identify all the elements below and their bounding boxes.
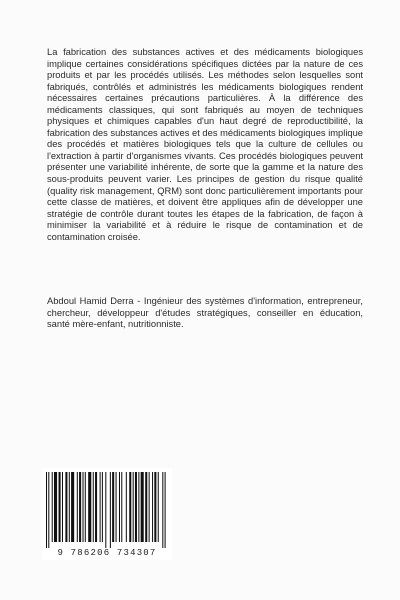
barcode-bar — [129, 472, 131, 542]
barcode-bar — [54, 472, 57, 542]
barcode-bar — [158, 472, 159, 542]
barcode-bar — [52, 472, 53, 542]
barcode-bar — [59, 472, 61, 542]
barcode-bar — [62, 472, 63, 542]
barcode-bar — [149, 472, 150, 542]
barcode-bars — [46, 472, 168, 548]
barcode-bar — [102, 472, 103, 542]
barcode-bar — [100, 472, 101, 542]
barcode-bar — [154, 472, 156, 542]
barcode-bar — [165, 472, 166, 548]
barcode-bar — [69, 472, 70, 542]
barcode-bar — [85, 472, 86, 542]
barcode-bar — [141, 472, 144, 542]
book-summary: La fabrication des substances actives et des médicaments biologiques implique certaines considérations spécifiques dictées par la nature de ces produits et par les procédés utilisés. Les méthodes selon lesquelles sont fabriqués, contrôlés et administrés les médicaments biologiques rendent nécessaires certaines précautions particulières. À la différence des médicaments classiques, qui sont fabriqués au moyen de techniques physiques et chimiques capables d'un haut degré de reproductibilité, la fabrication des substances actives et des médicaments biologiques implique des procédés et matières biologiques tels que la culture de cellules ou l'extraction à partir d'organismes vivants. Ces procédés biologiques peuvent présenter une variabilité inhérente, de sorte que la gamme et la nature des sous-produits peuvent varier. Les principes de gestion du risque qualité (quality risk management, QRM) sont donc particulièrement importants pour cette classe de matières, et doivent être appliques afin de développer une stratégie de contrôle durant toutes les étapes de la fabrication, de façon à minimiser la variabilité et à réduire le risque de contamination et de contamination croisée. — [47, 47, 363, 242]
barcode-bar — [110, 472, 111, 548]
barcode-bar — [119, 472, 120, 542]
author-bio: Abdoul Hamid Derra - Ingénieur des systèmes d'information, entrepreneur, chercheur, développeur d'études stratégiques, conseiller en éducation, santé mère-enfant, nutritionniste. — [47, 296, 363, 330]
barcode-bar — [105, 472, 106, 548]
barcode-bar — [46, 472, 47, 548]
barcode-bar — [48, 472, 49, 548]
barcode-bar — [133, 472, 134, 542]
barcode-bar — [138, 472, 139, 542]
barcode-bar — [77, 472, 78, 542]
barcode-bar — [93, 472, 94, 542]
barcode-bar — [162, 472, 163, 548]
barcode-bar — [112, 472, 114, 542]
barcode-bar — [79, 472, 81, 542]
barcode-bar — [152, 472, 153, 542]
barcode-bar — [71, 472, 74, 542]
barcode-bar — [116, 472, 117, 542]
isbn-barcode — [42, 468, 172, 560]
isbn-number: 9 786206 734307 — [57, 548, 157, 558]
barcode-bar — [65, 472, 67, 542]
barcode-bar — [135, 472, 137, 542]
barcode-bar — [121, 472, 122, 542]
barcode-bar — [95, 472, 97, 542]
barcode-bar — [145, 472, 147, 542]
barcode-bar — [126, 472, 127, 542]
barcode-bar — [88, 472, 91, 542]
barcode-bar — [82, 472, 83, 542]
